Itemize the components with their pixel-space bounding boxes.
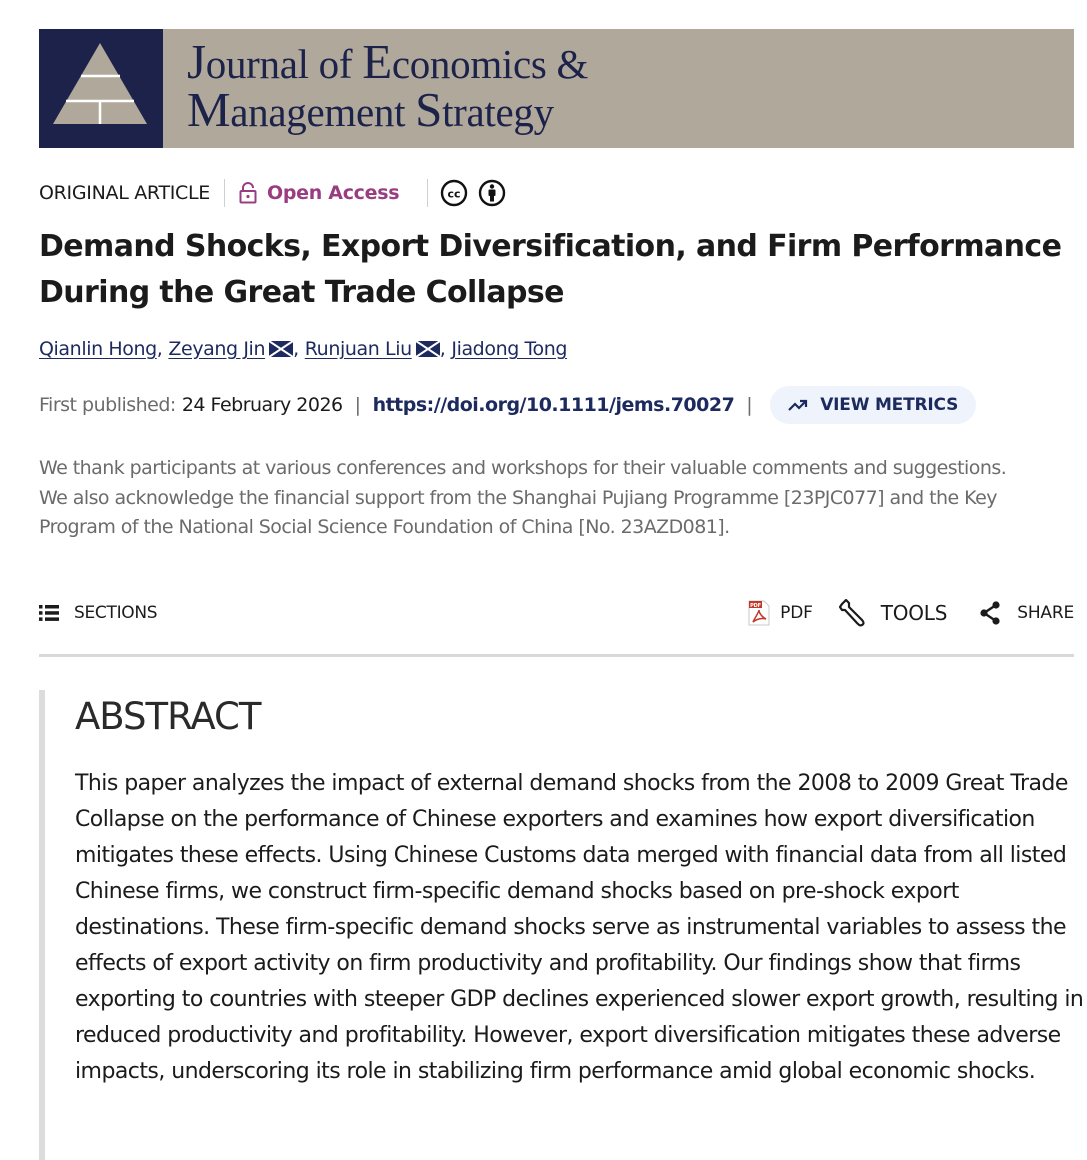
doi-link[interactable]: https://doi.org/10.1111/jems.70027 [372,394,735,416]
article-title: Demand Shocks, Export Diversification, and Firm Performance During the Great Trade Collapse [39,229,1062,310]
separator: | [746,394,753,416]
journal-title-line-1: Journal of Economics & [187,34,589,89]
tools-button[interactable] [839,599,948,627]
publication-info [39,386,976,424]
author-link[interactable]: Runjuan Liu [304,338,412,360]
unlock-icon [239,182,257,204]
abstract-heading: ABSTRACT [75,695,261,738]
cc-icon[interactable] [440,179,468,207]
share-label: SHARE [1017,603,1074,623]
svg-text:PDF: PDF [750,602,761,609]
article-type: ORIGINAL ARTICLE [39,182,211,204]
abstract-text: This paper analyzes the impact of external demand shocks from the 2008 to 2009 Great Trade Collapse on the performance of Chinese exporters and examines how export diversification mitigates these effects. Using Chinese Customs data merged with financial data from all listed Chinese firms, we construct firm-specific demand shocks based on pre-shock export destinations. These firm-specific demand shocks serve as instrumental variables to assess the effects of export activity on firm productivity and profitability. Our findings show that firms exporting to countries with steeper GDP declines experienced slower export growth, resulting in reduced productivity and profitability. However, export diversification mitigates these adverse impacts, underscoring its role in stabilizing firm performance amid global economic shocks. [75,771,1084,1084]
pyramid-logo-icon [39,29,163,148]
open-access-badge [239,182,399,204]
email-icon[interactable] [416,341,440,357]
author-list [39,338,567,360]
email-icon[interactable] [269,341,293,357]
first-published-label: First published: [39,394,176,416]
pdf-icon [748,600,770,626]
article-meta-row [39,178,506,208]
license-icons[interactable] [440,179,506,207]
separator: , [439,338,446,360]
separator: | [354,394,361,416]
journal-banner[interactable] [39,29,1074,148]
sections-label: SECTIONS [74,603,158,623]
separator: , [156,338,163,360]
pdf-button[interactable] [748,600,813,626]
list-icon [39,605,59,621]
article-toolbar [39,596,1074,630]
trending-up-icon [788,398,808,412]
attribution-icon[interactable] [478,179,506,207]
author-link[interactable]: Jiadong Tong [451,338,568,360]
share-icon [979,601,1001,625]
wrench-icon [839,599,867,627]
toolbar-divider [39,654,1074,657]
sections-button[interactable] [39,603,157,623]
tools-label: TOOLS [880,601,948,625]
open-access-label: Open Access [267,182,400,204]
acknowledgement-text: We thank participants at various conferences and workshops for their valuable comments and suggestions. We also acknowledge the financial support from the Shanghai Pujiang Programme [23PJC077] and the Key Program of the National Social Science Foundation of China [No. 23AZD081]. [39,457,1007,538]
divider [427,179,428,207]
svg-text:cc: cc [447,187,461,201]
author-link[interactable]: Zeyang Jin [168,338,266,360]
divider [224,179,225,207]
separator: , [293,338,299,360]
view-metrics-button[interactable] [770,386,976,424]
journal-title [163,29,588,148]
author-link[interactable]: Qianlin Hong [39,338,157,360]
view-metrics-label: VIEW METRICS [820,395,959,415]
journal-title-line-2: Management Strategy [187,82,554,137]
share-button[interactable] [979,601,1074,625]
pdf-label: PDF [780,603,813,623]
first-published-date: 24 February 2026 [181,394,343,416]
toolbar-actions [748,599,1074,627]
abstract-section [39,690,1087,1160]
